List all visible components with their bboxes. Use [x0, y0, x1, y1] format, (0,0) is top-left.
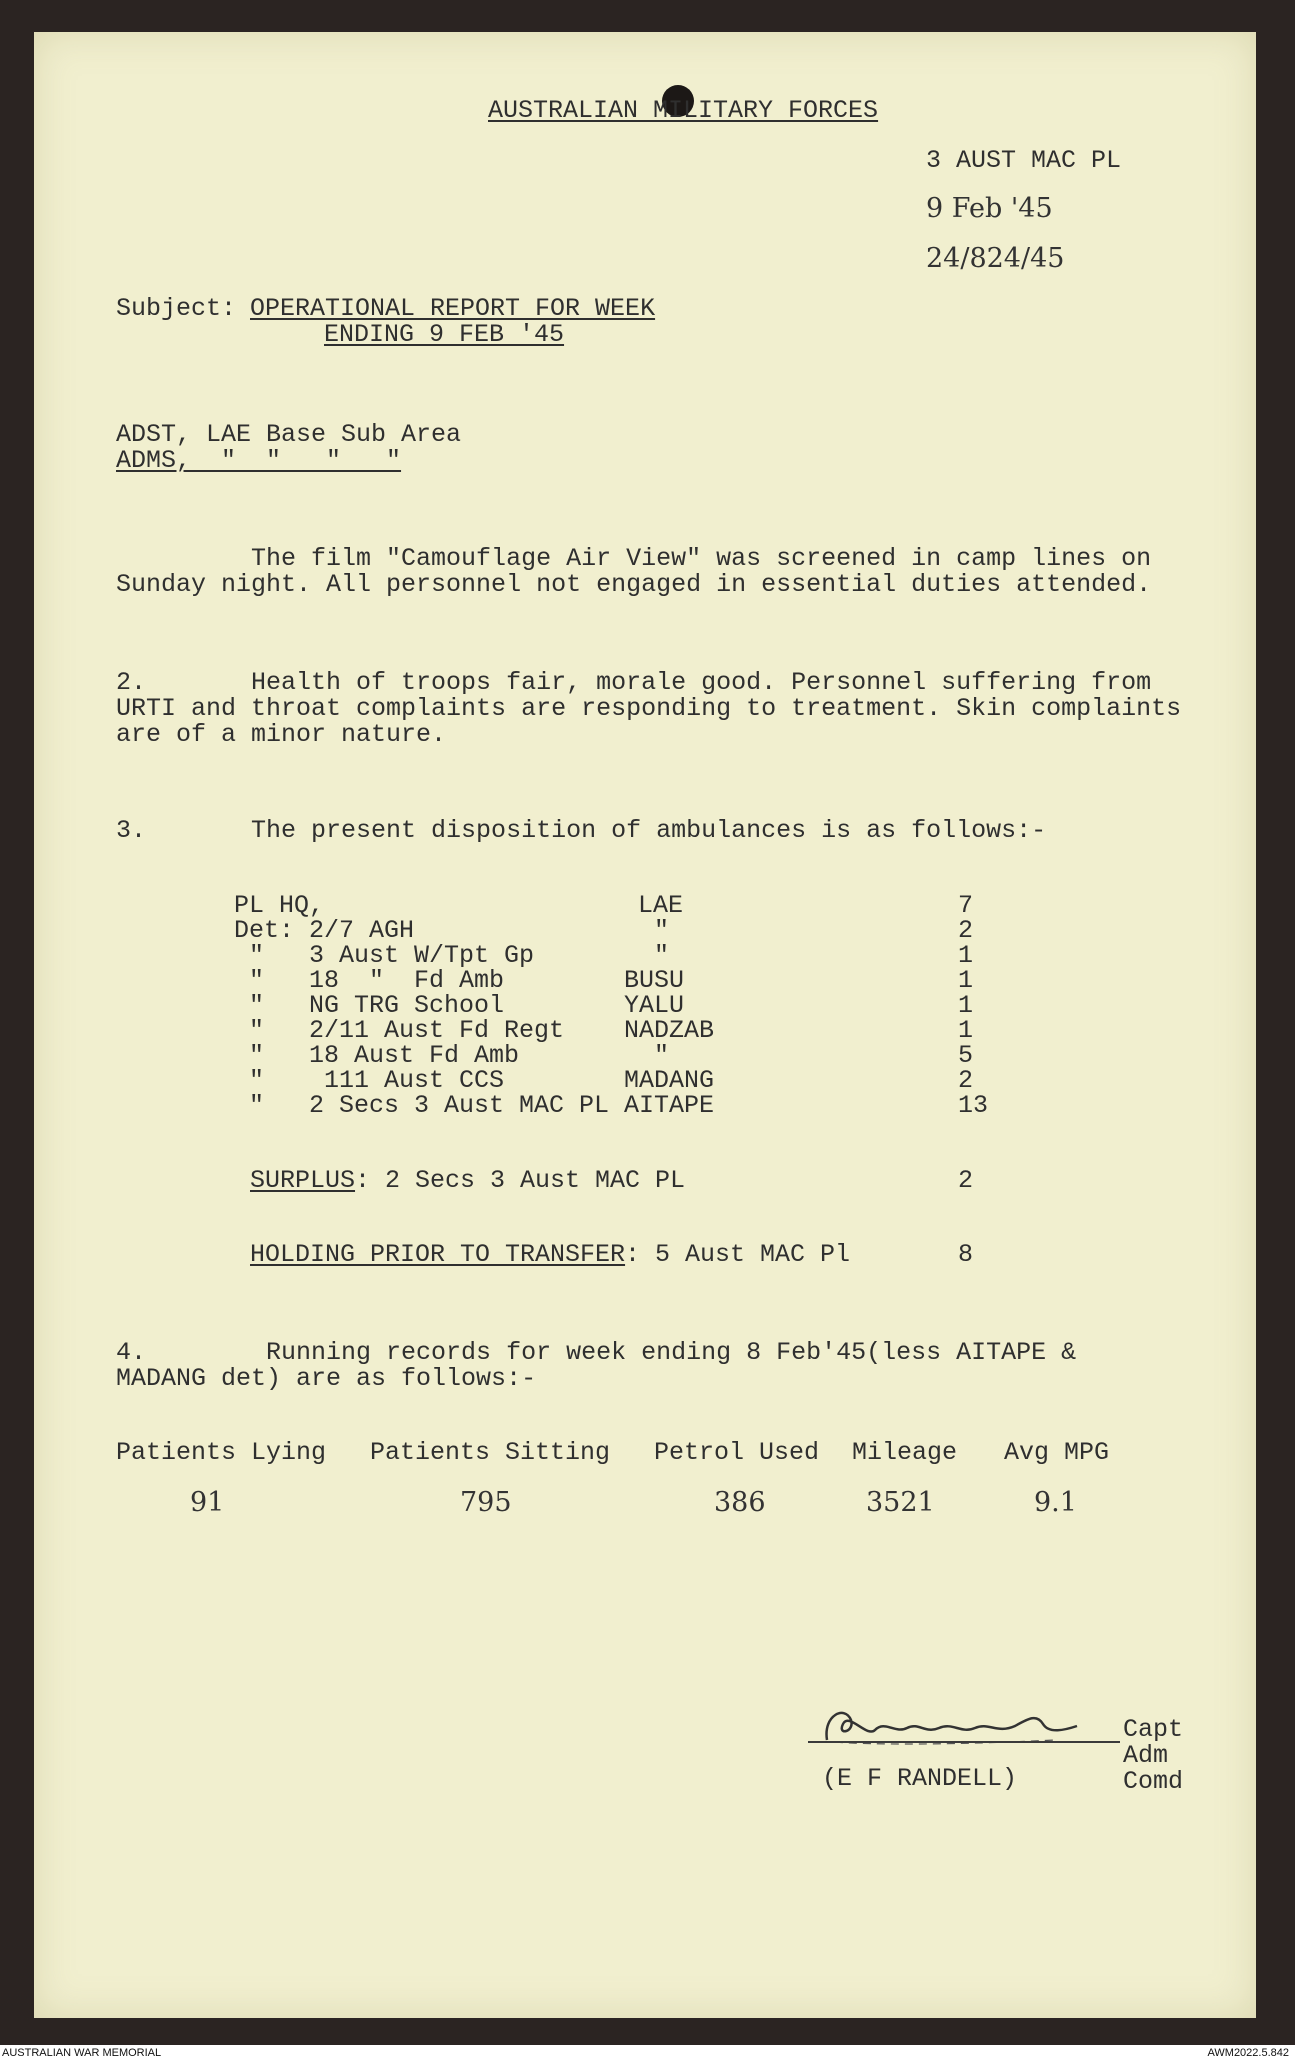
- paragraph-3: 3. The present disposition of ambulances is as follows:-: [116, 816, 1047, 845]
- disposition-unit: " 2 Secs 3 Aust MAC PL: [234, 1091, 610, 1120]
- surplus-count: 2: [958, 1166, 974, 1195]
- records-header: Patients Sitting: [370, 1438, 611, 1467]
- disposition-count: 7: [958, 891, 974, 920]
- holding-count: 8: [958, 1240, 974, 1269]
- records-value: 386: [714, 1487, 766, 1518]
- signatory-appointment-2: Comd: [1123, 1767, 1184, 1796]
- disposition-count: 13: [958, 1091, 989, 1120]
- disposition-location: LAE: [638, 891, 684, 920]
- disposition-location: NADZAB: [624, 1016, 715, 1045]
- subject-line-2: ENDING 9 FEB '45: [324, 320, 565, 349]
- disposition-unit: Det: 2/7 AGH: [234, 916, 415, 945]
- addressee-line-1: ADST, LAE Base Sub Area: [116, 420, 462, 449]
- disposition-unit: " 3 Aust W/Tpt Gp: [234, 941, 535, 970]
- signatory-name: (E F RANDELL): [822, 1764, 1018, 1793]
- disposition-unit: " 18 " Fd Amb: [234, 966, 505, 995]
- paragraph-2-line-2: URTI and throat complaints are responding to treatment. Skin complaints: [116, 694, 1182, 723]
- document-date: 9 Feb '45: [926, 193, 1053, 224]
- disposition-unit: " 111 Aust CCS: [234, 1066, 505, 1095]
- disposition-count: 1: [958, 1016, 974, 1045]
- disposition-location: BUSU: [624, 966, 685, 995]
- records-value: 9.1: [1034, 1487, 1077, 1518]
- disposition-location: AITAPE: [624, 1091, 715, 1120]
- disposition-location: YALU: [624, 991, 685, 1020]
- reference-number: 24/824/45: [926, 243, 1065, 274]
- disposition-unit: PL HQ,: [234, 891, 325, 920]
- disposition-location: ": [654, 941, 670, 970]
- records-value: 91: [190, 1487, 225, 1518]
- paragraph-4-line-1: 4. Running records for week ending 8 Feb'45(less AITAPE &: [116, 1338, 1077, 1367]
- subject-line-1: OPERATIONAL REPORT FOR WEEK: [250, 294, 656, 323]
- disposition-unit: " 18 Aust Fd Amb: [234, 1041, 520, 1070]
- disposition-count: 1: [958, 966, 974, 995]
- disposition-count: 2: [958, 1066, 974, 1095]
- signatory-appointment: Adm: [1123, 1741, 1169, 1770]
- paragraph-2-line-3: are of a minor nature.: [116, 720, 447, 749]
- subject-label: Subject:: [116, 294, 237, 323]
- disposition-location: ": [654, 916, 670, 945]
- paragraph-1-line-1: The film "Camouflage Air View" was screened in camp lines on: [116, 544, 1152, 573]
- holding-text: : 5 Aust MAC Pl: [625, 1240, 851, 1269]
- disposition-count: 1: [958, 991, 974, 1020]
- paragraph-2-line-1: 2. Health of troops fair, morale good. Personnel suffering from: [116, 668, 1152, 697]
- unit-name: 3 AUST MAC PL: [926, 146, 1122, 175]
- records-value: 795: [460, 1487, 512, 1518]
- archive-footer: [0, 2045, 1295, 2061]
- addressee-line-2: ADMS, " " " ": [116, 446, 402, 475]
- surplus-text: : 2 Secs 3 Aust MAC PL: [355, 1166, 686, 1195]
- disposition-count: 2: [958, 916, 974, 945]
- paragraph-4-line-2: MADANG det) are as follows:-: [116, 1364, 537, 1393]
- disposition-location: ": [654, 1041, 670, 1070]
- holding-label: HOLDING PRIOR TO TRANSFER: [250, 1240, 626, 1269]
- records-header: Avg MPG: [1004, 1438, 1110, 1467]
- signatory-rank: Capt: [1123, 1715, 1184, 1744]
- disposition-count: 5: [958, 1041, 974, 1070]
- archive-name: AUSTRALIAN WAR MEMORIAL: [2, 2047, 162, 2059]
- records-header: Mileage: [852, 1438, 958, 1467]
- records-header: Patients Lying: [116, 1438, 327, 1467]
- records-value: 3521: [866, 1487, 935, 1518]
- archive-reference: AWM2022.5.842: [1207, 2047, 1289, 2059]
- surplus-label: SURPLUS: [250, 1166, 356, 1195]
- document-title: AUSTRALIAN MILITARY FORCES: [488, 96, 879, 125]
- signature-line: [808, 1741, 1120, 1743]
- disposition-unit: " NG TRG School: [234, 991, 505, 1020]
- paragraph-1-line-2: Sunday night. All personnel not engaged in essential duties attended.: [116, 570, 1152, 599]
- disposition-location: MADANG: [624, 1066, 715, 1095]
- records-header: Petrol Used: [654, 1438, 820, 1467]
- disposition-count: 1: [958, 941, 974, 970]
- disposition-unit: " 2/11 Aust Fd Regt: [234, 1016, 565, 1045]
